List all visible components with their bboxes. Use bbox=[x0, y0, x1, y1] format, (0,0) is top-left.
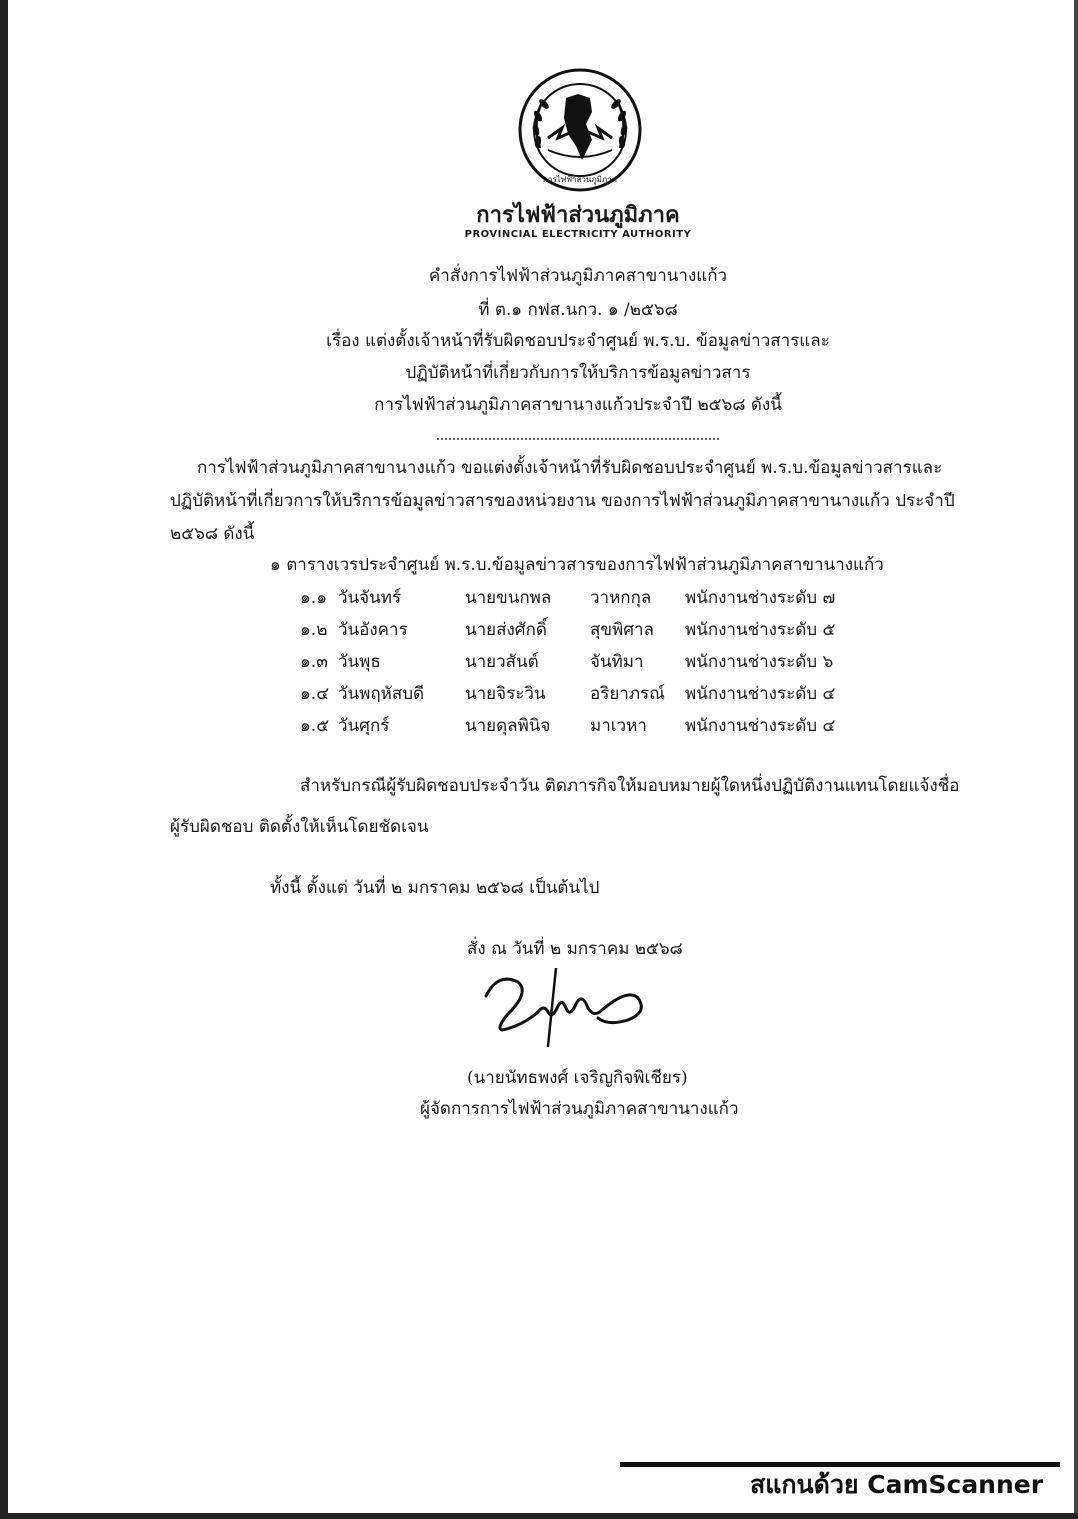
schedule-number: ๑.๕ bbox=[300, 716, 330, 736]
org-name-thai: การไฟฟ้าส่วนภูมิภาค bbox=[476, 203, 680, 228]
schedule-last-name: จันทิมา bbox=[590, 652, 644, 672]
schedule-number: ๑.๒ bbox=[300, 620, 328, 640]
schedule-last-name: มาเวหา bbox=[590, 716, 647, 736]
schedule-position: พนักงานช่างระดับ ๔ bbox=[685, 716, 836, 736]
order-number: ที่ ต.๑ กฟส.นกว. ๑ /๒๕๖๘ bbox=[478, 300, 678, 320]
schedule-last-name: สุขพิศาล bbox=[590, 620, 654, 640]
schedule-position: พนักงานช่างระดับ ๖ bbox=[685, 652, 834, 672]
schedule-number: ๑.๑ bbox=[300, 588, 327, 608]
order-date: สั่ง ณ วันที่ ๒ มกราคม ๒๕๖๘ bbox=[467, 939, 683, 959]
schedule-day: วันจันทร์ bbox=[338, 588, 402, 608]
dotted-divider bbox=[437, 438, 719, 440]
schedule-first-name: นายดุลพินิจ bbox=[465, 716, 551, 736]
signer-title: ผู้จัดการการไฟฟ้าส่วนภูมิภาคสาขานางแก้ว bbox=[420, 1099, 739, 1119]
svg-text:การไฟฟ้าส่วนภูมิภาค: การไฟฟ้าส่วนภูมิภาค bbox=[543, 175, 617, 184]
schedule-position: พนักงานช่างระดับ ๕ bbox=[685, 620, 836, 640]
paragraph2-line1: สำหรับกรณีผู้รับผิดชอบประจำวัน ติดภารกิจให้มอบหมายผู้ใดหนึ่งปฏิบัติงานแทนโดยแจ้งชื่อ bbox=[300, 776, 960, 796]
paragraph1-line2: ปฏิบัติหน้าที่เกี่ยวการให้บริการข้อมูลข่าวสารของหน่วยงาน ของการไฟฟ้าส่วนภูมิภาคสาขานางแก้ว ประจำปี bbox=[170, 491, 955, 511]
paragraph2-line2: ผู้รับผิดชอบ ติดตั้งให้เห็นโดยชัดเจน bbox=[170, 817, 429, 837]
scan-border-bottom bbox=[0, 1513, 1078, 1519]
section-title: ๑ ตารางเวรประจำศูนย์ พ.ร.บ.ข้อมูลข่าวสารของการไฟฟ้าส่วนภูมิภาคสาขานางแก้ว bbox=[270, 555, 884, 575]
schedule-position: พนักงานช่างระดับ ๗ bbox=[685, 588, 836, 608]
schedule-first-name: นายขนกพล bbox=[465, 588, 552, 608]
schedule-last-name: อริยาภรณ์ bbox=[590, 684, 665, 704]
schedule-first-name: นายวสันต์ bbox=[465, 652, 539, 672]
schedule-day: วันพุธ bbox=[338, 652, 381, 672]
schedule-day: วันพฤหัสบดี bbox=[338, 684, 425, 704]
signer-name: (นายนัทธพงศ์ เจริญกิจพิเชียร) bbox=[467, 1068, 688, 1088]
schedule-day: วันศุกร์ bbox=[338, 716, 390, 736]
order-subject-line2: ปฏิบัติหน้าที่เกี่ยวกับการให้บริการข้อมูลข่าวสาร bbox=[405, 363, 751, 383]
paragraph1-line3: ๒๕๖๘ ดังนี้ bbox=[170, 524, 255, 544]
handwritten-signature bbox=[478, 968, 658, 1048]
schedule-day: วันอังคาร bbox=[338, 620, 408, 640]
org-name-english: PROVINCIAL ELECTRICITY AUTHORITY bbox=[464, 229, 692, 240]
schedule-position: พนักงานช่างระดับ ๔ bbox=[685, 684, 836, 704]
schedule-first-name: นายจิระวิน bbox=[465, 684, 546, 704]
order-title: คำสั่งการไฟฟ้าส่วนภูมิภาคสาขานางแก้ว bbox=[428, 266, 728, 286]
camscanner-watermark: สแกนด้วย CamScanner bbox=[750, 1470, 1044, 1499]
schedule-number: ๑.๔ bbox=[300, 684, 330, 704]
schedule-first-name: นายส่งศักดิ์ bbox=[465, 620, 547, 640]
order-subject-line1: เรื่อง แต่งตั้งเจ้าหน้าที่รับผิดชอบประจำศูนย์ พ.ร.บ. ข้อมูลข่าวสารและ bbox=[326, 331, 830, 351]
paragraph1-line1: การไฟฟ้าส่วนภูมิภาคสาขานางแก้ว ขอแต่งตั้งเจ้าหน้าที่รับผิดชอบประจำศูนย์ พ.ร.บ.ข้อมูลข่าวสารและ bbox=[197, 458, 943, 478]
schedule-number: ๑.๓ bbox=[300, 652, 328, 672]
pea-seal-logo bbox=[518, 68, 642, 192]
order-subject-line3: การไฟฟ้าส่วนภูมิภาคสาขานางแก้วประจำปี ๒๕๖๘ ดังนี้ bbox=[374, 395, 782, 415]
schedule-last-name: วาหกกุล bbox=[590, 588, 652, 608]
effective-date: ทั้งนี้ ตั้งแต่ วันที่ ๒ มกราคม ๒๕๖๘ เป็นต้นไป bbox=[270, 878, 600, 898]
